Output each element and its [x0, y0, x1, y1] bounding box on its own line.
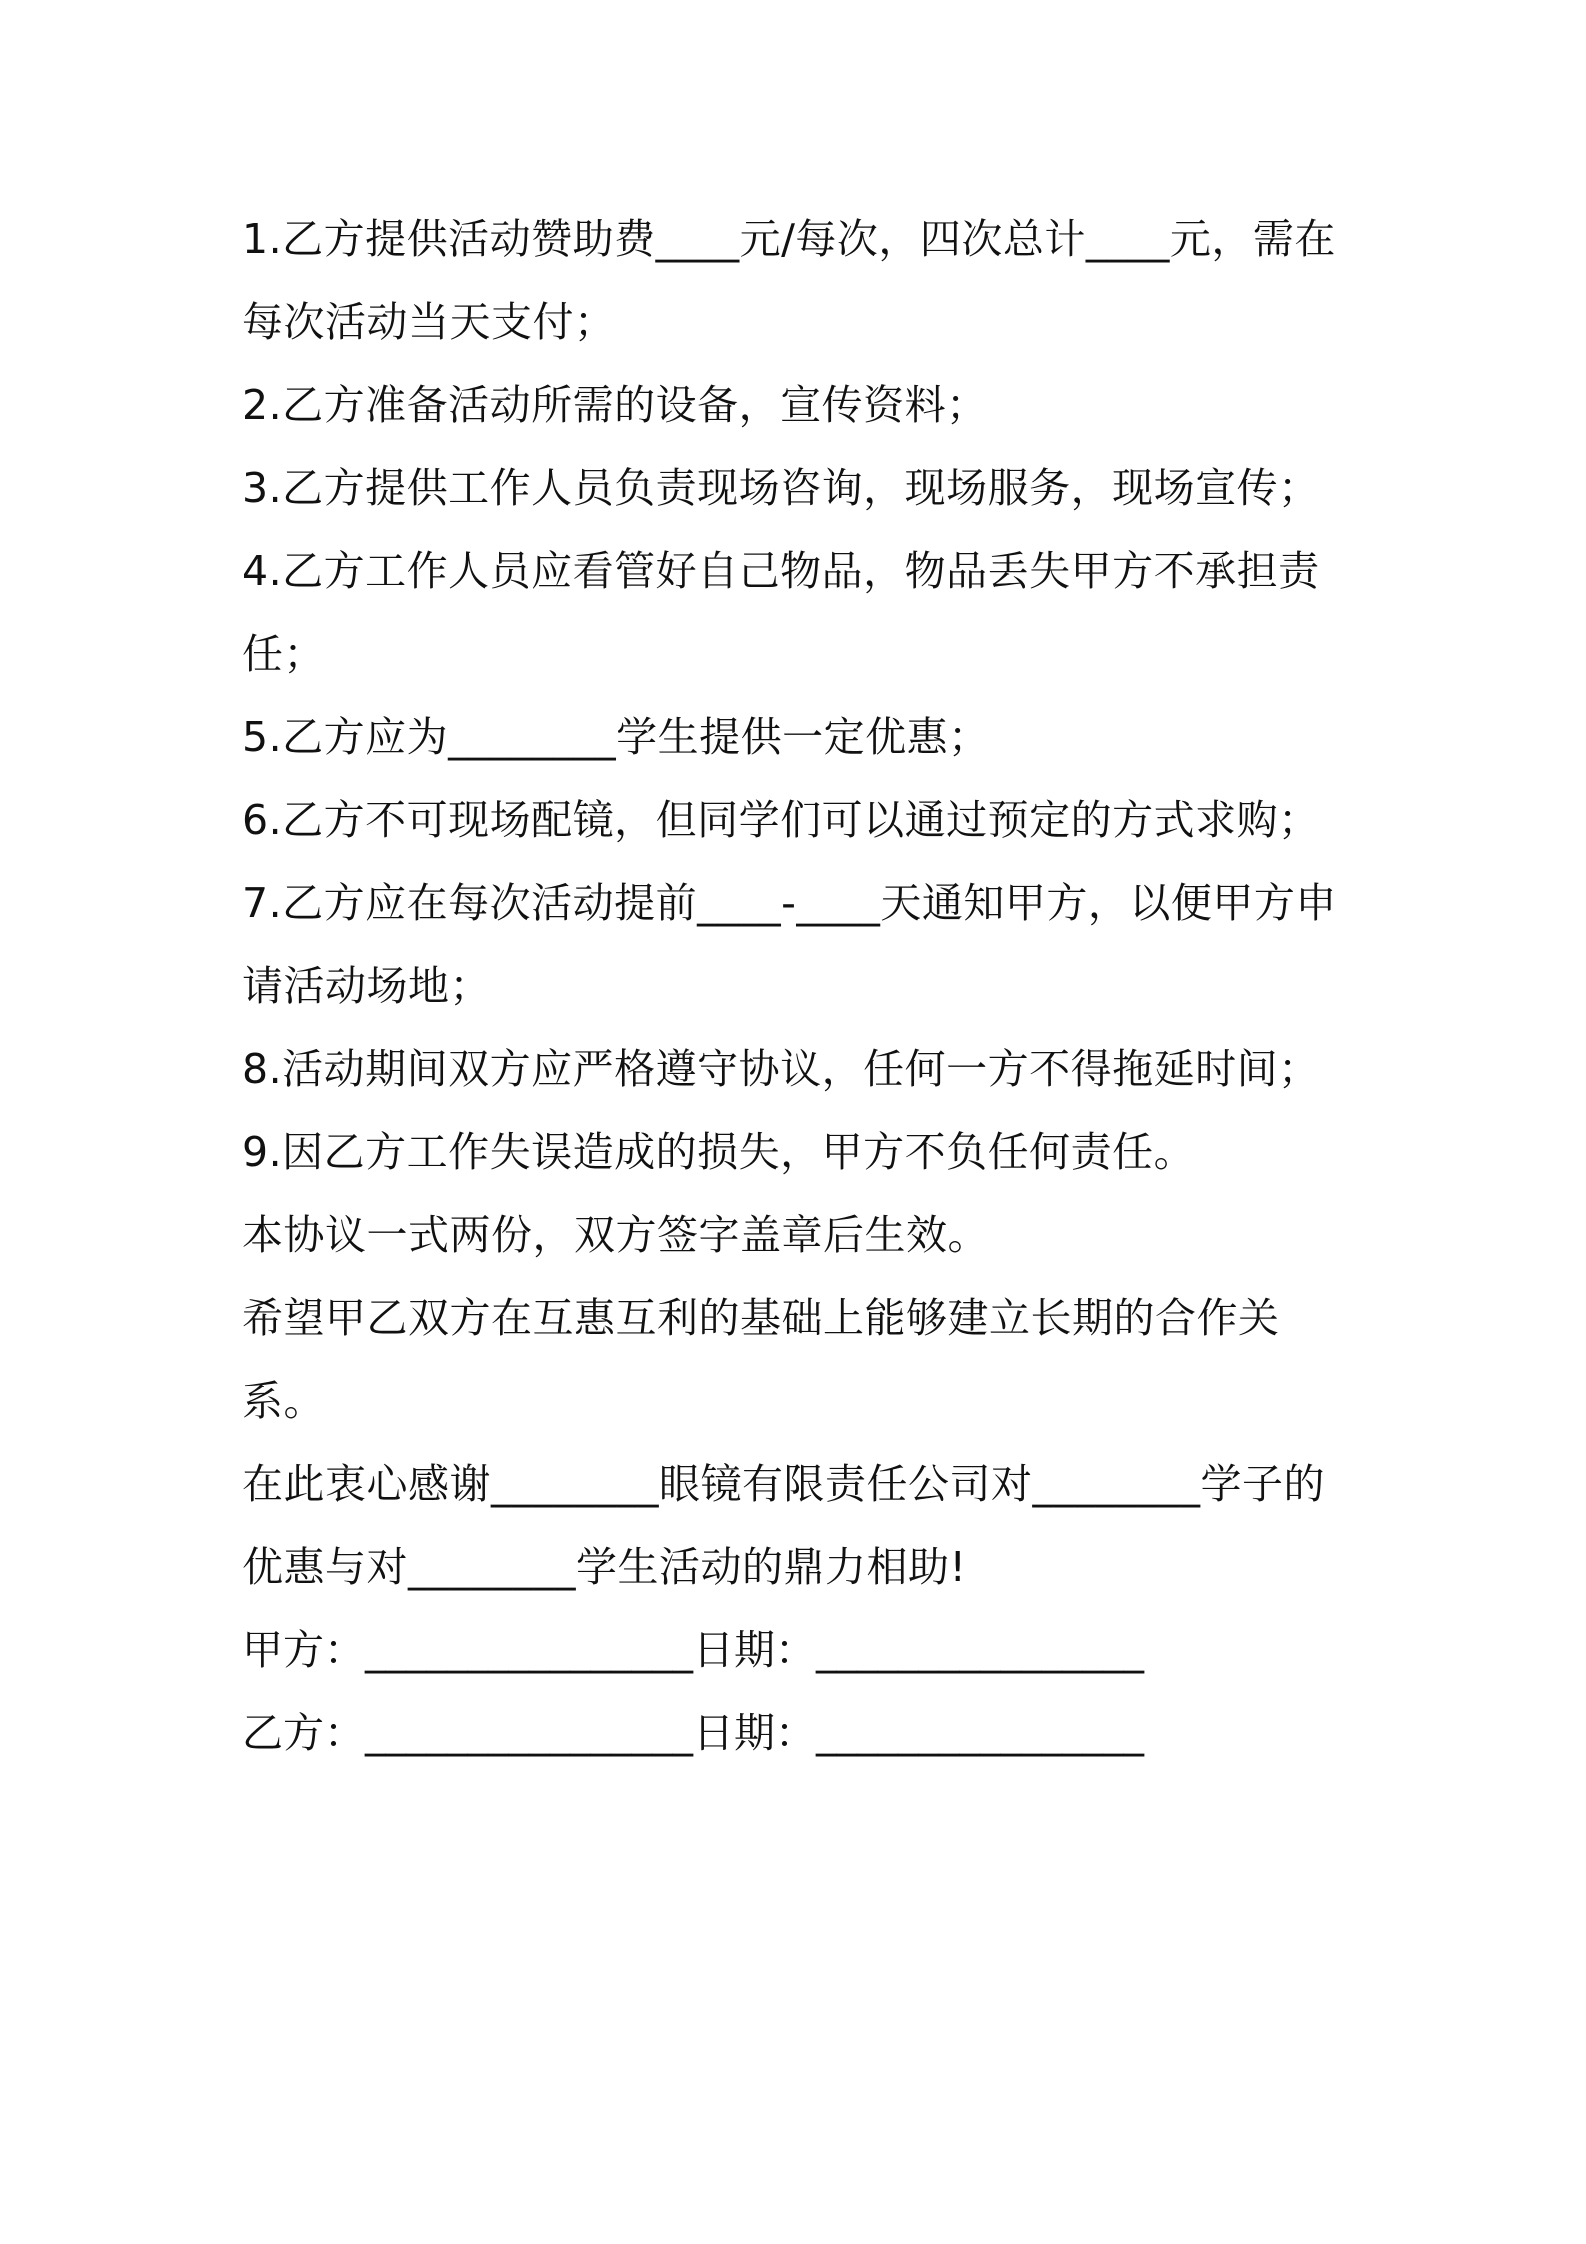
- party-b-signature-line: 乙方：________________日期：________________: [242, 1709, 1144, 1757]
- clause-7: 7.乙方应在每次活动提前____-____天通知甲方，以便甲方申请活动场地；: [242, 879, 1337, 1010]
- clause-9: 9.因乙方工作失误造成的损失，甲方不负任何责任。: [242, 1128, 1196, 1176]
- clause-2: 2.乙方准备活动所需的设备，宣传资料；: [242, 381, 988, 429]
- clause-4: 4.乙方工作人员应看管好自己物品，物品丢失甲方不承担责任；: [242, 547, 1320, 678]
- clause-8: 8.活动期间双方应严格遵守协议，任何一方不得拖延时间；: [242, 1045, 1320, 1093]
- clause-5: 5.乙方应为________学生提供一定优惠；: [242, 713, 990, 761]
- thanks-statement: 在此衷心感谢________眼镜有限责任公司对________学子的优惠与对________学生活动的鼎力相助!: [242, 1460, 1325, 1591]
- clause-6: 6.乙方不可现场配镜，但同学们可以通过预定的方式求购；: [242, 796, 1320, 844]
- clause-3: 3.乙方提供工作人员负责现场咨询，现场服务，现场宣传；: [242, 464, 1320, 512]
- clause-1: 1.乙方提供活动赞助费____元/每次，四次总计____元，需在每次活动当天支付；: [242, 215, 1336, 346]
- document-body: [242, 198, 1357, 1775]
- party-a-signature-line: 甲方：________________日期：________________: [242, 1626, 1144, 1674]
- cooperation-wish: 希望甲乙双方在互惠互利的基础上能够建立长期的合作关系。: [242, 1294, 1280, 1425]
- validity-statement: 本协议一式两份，双方签字盖章后生效。: [242, 1211, 989, 1259]
